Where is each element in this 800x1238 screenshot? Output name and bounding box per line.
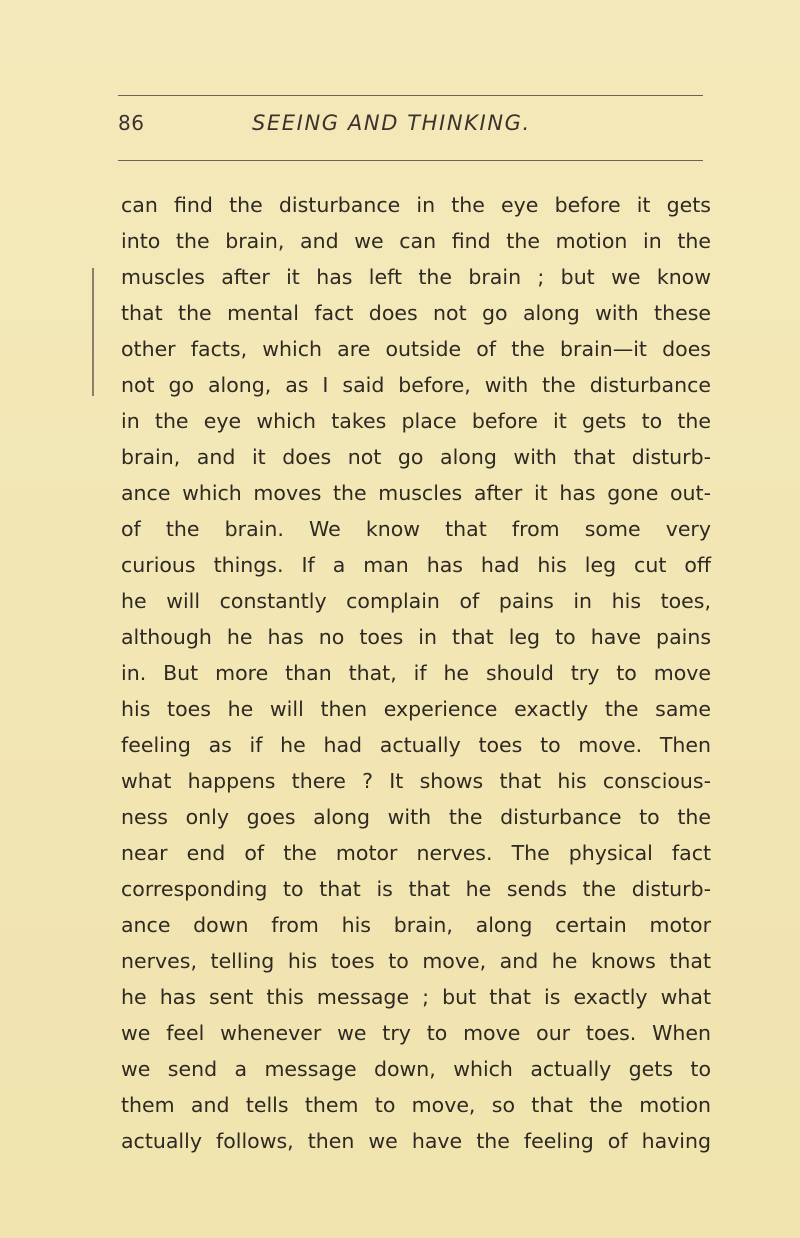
text-line: feeling as if he had actually toes to move. Then [121,733,711,757]
text-line: ness only goes along with the disturbance to the [121,805,711,829]
text-line: near end of the motor nerves. The physical fact [121,841,711,865]
margin-pencil-mark [92,268,94,396]
header-bottom-rule [118,160,703,161]
page-header [0,111,800,141]
text-line: ance which moves the muscles after it has gone out- [121,481,711,505]
page-number: 86 [118,111,145,135]
text-line: his toes he will then experience exactly the same [121,697,711,721]
text-line: other facts, which are outside of the brain—it does [121,337,711,361]
text-line: muscles after it has left the brain ; but we know [121,265,711,289]
text-line: nerves, telling his toes to move, and he knows that [121,949,711,973]
text-line: we feel whenever we try to move our toes. When [121,1021,711,1045]
text-line: actually follows, then we have the feeling of having [121,1129,711,1153]
text-line: we send a message down, which actually gets to [121,1057,711,1081]
text-line: what happens there ? It shows that his conscious- [121,769,711,793]
header-top-rule [118,95,703,96]
text-line: of the brain. We know that from some very [121,517,711,541]
text-line: can find the disturbance in the eye before it gets [121,193,711,217]
text-line: in. But more than that, if he should try to move [121,661,711,685]
text-line: he will constantly complain of pains in his toes, [121,589,711,613]
text-line: ance down from his brain, along certain motor [121,913,711,937]
text-line: into the brain, and we can find the motion in the [121,229,711,253]
text-line: in the eye which takes place before it gets to the [121,409,711,433]
text-line: corresponding to that is that he sends the disturb- [121,877,711,901]
text-line: brain, and it does not go along with that disturb- [121,445,711,469]
text-line: them and tells them to move, so that the motion [121,1093,711,1117]
text-line: although he has no toes in that leg to have pains [121,625,711,649]
text-line: that the mental fact does not go along with these [121,301,711,325]
text-line: he has sent this message ; but that is exactly what [121,985,711,1009]
text-line: curious things. If a man has had his leg cut off [121,553,711,577]
running-title: SEEING AND THINKING. [252,111,531,135]
body-text [121,187,711,1159]
text-line: not go along, as I said before, with the disturbance [121,373,711,397]
